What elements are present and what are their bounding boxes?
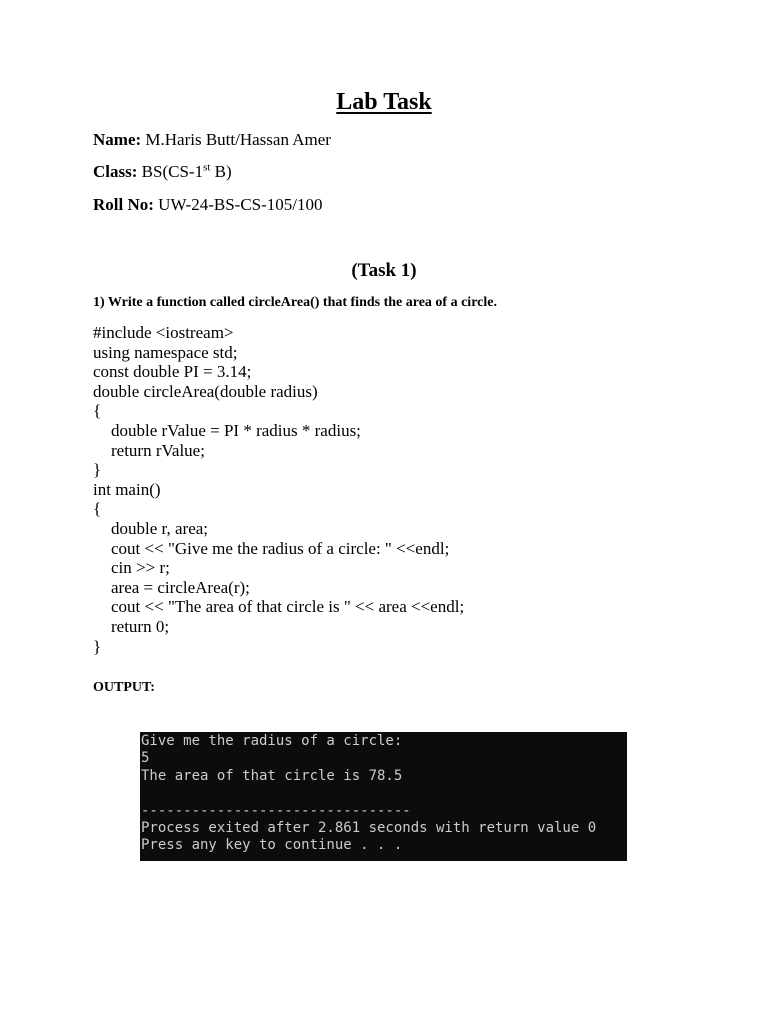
code-line: {: [93, 499, 102, 519]
class-label: Class:: [93, 162, 138, 181]
roll-label: Roll No:: [93, 195, 154, 214]
student-name-line: [93, 129, 331, 151]
code-line: double circleArea(double radius): [93, 381, 318, 401]
console-line: Give me the radius of a circle:: [141, 733, 403, 749]
console-line: 5: [141, 750, 150, 767]
task-question: 1) Write a function called circleArea() that finds the area of a circle.: [93, 295, 497, 310]
student-class-line: [93, 161, 232, 183]
console-line: The area of that circle is 78.5: [141, 767, 403, 784]
roll-value: UW-24-BS-CS-105/100: [158, 195, 323, 214]
code-line: }: [93, 636, 102, 656]
task-heading: (Task 1): [351, 260, 417, 281]
code-line: double r, area;: [111, 518, 209, 538]
code-line: return 0;: [111, 616, 170, 636]
code-line: {: [93, 401, 102, 421]
console-line: --------------------------------: [141, 802, 411, 819]
code-line: cin >> r;: [111, 558, 170, 578]
page-title: Lab Task: [336, 89, 432, 115]
console-line: Process exited after 2.861 seconds with return value 0: [141, 819, 597, 836]
console-line: Press any key to continue . . .: [141, 837, 403, 854]
code-line: cout << "The area of that circle is " << area <<endl;: [111, 597, 465, 617]
class-suffix: B): [210, 162, 232, 181]
code-line: int main(): [93, 479, 161, 499]
code-line: area = circleArea(r);: [111, 577, 250, 597]
code-line: double rValue = PI * radius * radius;: [111, 420, 361, 440]
code-line: using namespace std;: [93, 342, 238, 362]
class-value: [142, 162, 232, 181]
output-label: OUTPUT:: [93, 680, 155, 695]
code-line: cout << "Give me the radius of a circle: " <<endl;: [111, 538, 450, 558]
code-line: return rValue;: [111, 440, 205, 460]
name-label: Name:: [93, 130, 142, 149]
code-line: const double PI = 3.14;: [93, 362, 252, 382]
code-line: #include <iostream>: [93, 323, 234, 342]
student-roll-line: [93, 194, 323, 216]
code-line: }: [93, 460, 102, 480]
class-prefix: BS(CS-1: [141, 162, 204, 181]
class-superscript: st: [203, 161, 211, 174]
console-line: [140, 785, 627, 802]
console-output-screenshot: [140, 732, 627, 861]
name-value: M.Haris Butt/Hassan Amer: [145, 130, 331, 149]
code-listing: [93, 323, 464, 656]
